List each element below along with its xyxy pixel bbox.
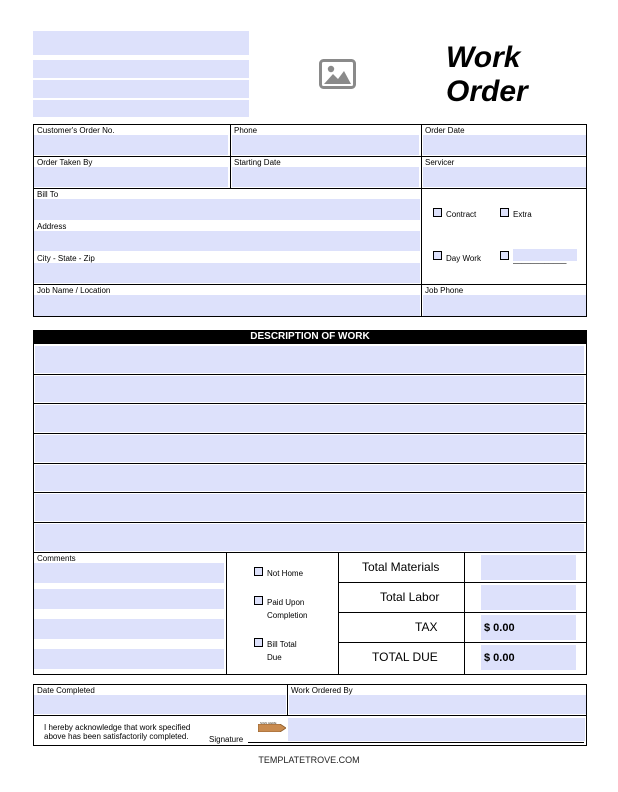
servicer-label: Servicer	[425, 158, 455, 167]
comments-line-3[interactable]	[34, 619, 224, 639]
bill-to-label: Bill To	[37, 190, 59, 199]
total-labor-label: Total Labor	[380, 590, 440, 604]
extra-checkbox[interactable]	[500, 208, 509, 217]
paid-upon-completion-checkbox[interactable]	[254, 596, 263, 605]
sign-here-tag-icon	[258, 719, 286, 727]
order-taken-by-label: Order Taken By	[37, 158, 93, 167]
order-taken-by-field[interactable]	[34, 167, 228, 187]
sign-here-tag-text: SIGN HERE	[260, 721, 277, 725]
bill-total-due-label-1: Bill Total	[267, 640, 297, 649]
description-line-6[interactable]	[35, 494, 584, 521]
address-field[interactable]	[34, 231, 420, 251]
work-ordered-by-field[interactable]	[289, 695, 586, 714]
phone-field[interactable]	[232, 135, 419, 155]
acknowledgement-line-2: above has been satisfactorily completed.	[44, 732, 189, 741]
description-line-1[interactable]	[35, 346, 584, 373]
not-home-label: Not Home	[267, 569, 304, 578]
starting-date-field[interactable]	[232, 167, 419, 187]
total-materials-label: Total Materials	[362, 560, 440, 574]
description-line-3[interactable]	[35, 405, 584, 432]
paid-upon-completion-label-1: Paid Upon	[267, 598, 305, 607]
job-phone-field[interactable]	[423, 295, 586, 316]
day-work-checkbox[interactable]	[433, 251, 442, 260]
bill-total-due-checkbox[interactable]	[254, 638, 263, 647]
company-name-field[interactable]	[33, 31, 249, 55]
acknowledgement-line-1: I hereby acknowledge that work specified	[44, 723, 191, 732]
customers-order-no-field[interactable]	[34, 135, 228, 155]
signature-label: Signature	[209, 735, 244, 744]
description-line-5[interactable]	[35, 465, 584, 491]
job-name-location-label: Job Name / Location	[37, 286, 111, 295]
comments-line-1[interactable]	[34, 563, 224, 583]
tax-value: $ 0.00	[484, 622, 515, 634]
other-job-type-line: ____________	[513, 255, 567, 264]
comments-line-4[interactable]	[34, 649, 224, 669]
total-materials-field[interactable]	[481, 555, 576, 580]
paid-upon-completion-label-2: Completion	[267, 611, 308, 620]
signature-line	[248, 742, 584, 743]
logo-image-icon[interactable]	[319, 59, 356, 89]
job-name-location-field[interactable]	[34, 295, 420, 316]
total-labor-field[interactable]	[481, 585, 576, 610]
contract-checkbox[interactable]	[433, 208, 442, 217]
company-city-field[interactable]	[33, 80, 249, 98]
starting-date-label: Starting Date	[234, 158, 281, 167]
address-label: Address	[37, 222, 67, 231]
bill-to-field[interactable]	[34, 199, 420, 220]
page-title	[446, 41, 596, 109]
job-phone-label: Job Phone	[425, 286, 464, 295]
city-state-zip-label: City - State - Zip	[37, 254, 95, 263]
description-line-7[interactable]	[35, 524, 584, 551]
extra-label: Extra	[513, 210, 532, 219]
comments-line-2[interactable]	[34, 589, 224, 609]
site-credit: TEMPLATETROVE.COM	[258, 755, 360, 765]
company-phone-field[interactable]	[33, 100, 249, 117]
tax-label: TAX	[415, 620, 438, 634]
phone-label: Phone	[234, 126, 258, 135]
title-line-1: Work	[446, 41, 521, 74]
contract-label: Contract	[446, 210, 477, 219]
total-due-value: $ 0.00	[484, 652, 515, 664]
servicer-field[interactable]	[423, 167, 586, 187]
not-home-checkbox[interactable]	[254, 567, 263, 576]
work-ordered-by-label: Work Ordered By	[291, 686, 353, 695]
description-line-2[interactable]	[35, 376, 584, 402]
order-date-field[interactable]	[423, 135, 586, 155]
bill-total-due-label-2: Due	[267, 653, 282, 662]
order-date-label: Order Date	[425, 126, 465, 135]
customers-order-no-label: Customer's Order No.	[37, 126, 115, 135]
signature-field[interactable]	[288, 718, 585, 741]
company-address-field[interactable]	[33, 60, 249, 78]
title-line-2: Order	[446, 75, 528, 108]
total-due-label: TOTAL DUE	[372, 650, 438, 664]
other-checkbox[interactable]	[500, 251, 509, 260]
city-state-zip-field[interactable]	[34, 263, 420, 283]
description-line-4[interactable]	[35, 435, 584, 462]
comments-label: Comments	[37, 554, 76, 563]
date-completed-label: Date Completed	[37, 686, 95, 695]
description-header: DESCRIPTION OF WORK	[33, 330, 587, 344]
day-work-label: Day Work	[446, 254, 481, 263]
date-completed-field[interactable]	[34, 695, 286, 714]
